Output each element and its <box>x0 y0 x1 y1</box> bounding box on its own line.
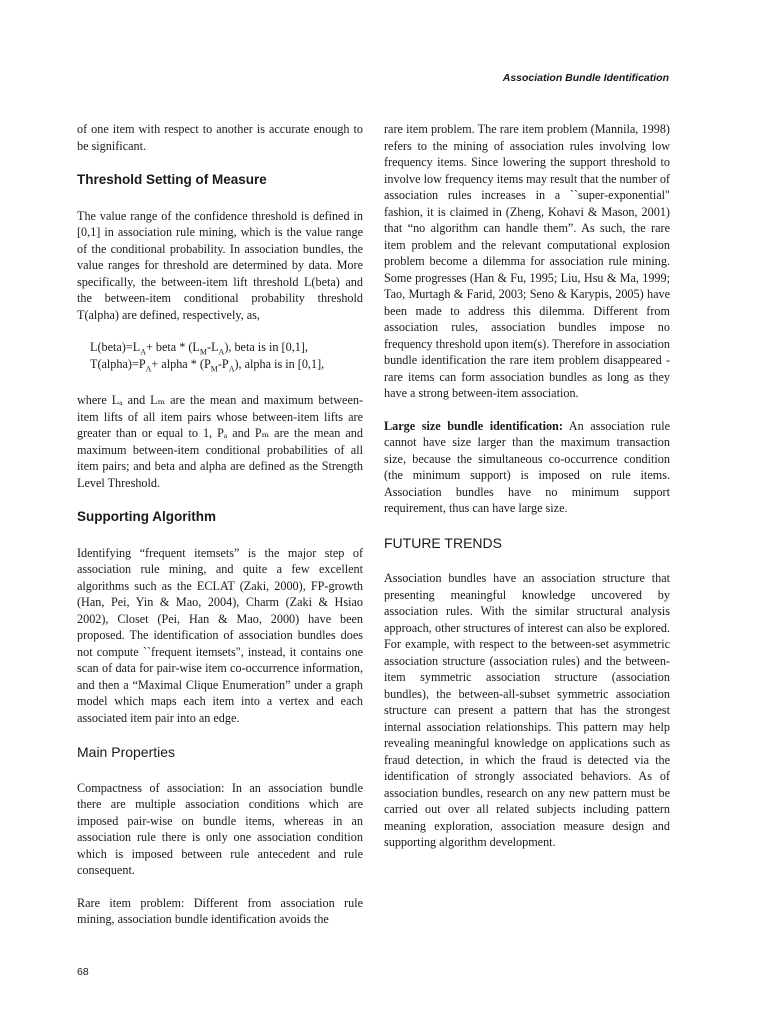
threshold-paragraph-1: The value range of the confidence threshold is defined in [0,1] in association rule mining, which is the value range of the conditional probability. In association bundles, the value ranges for threshold are determined by data. More specifically, the between-item lift threshold L(beta) and the between-item conditional probability threshold T(alpha) are defined, respectively, as, <box>77 208 363 322</box>
right-column <box>384 121 670 867</box>
rare-item-paragraph: rare item problem. The rare item problem (Mannila, 1998) refers to the mining of association rules involving low frequency items. Since lowering the support threshold to involve low frequency items may result that the number of association rules increases in a ``super-exponential" fashion, it is claimed in (Zheng, Kohavi & Mason, 2001) that “no algorithm can handle them”. As such, the rare item problem and the relevant computational explosion problem become a dilemma for association rule mining. Some progresses (Han & Fu, 1995; Liu, Hsu & Ma, 1999; Tao, Murtagh & Farid, 2003; Seno & Karypis, 2005) have been made to address this dilemma. Different from association rules, association bundles impose no frequency threshold upon item(s). Therefore in association bundle identification the rare item problem disappeared - rare items can form association bundles as long as they have a strong between-item association. <box>384 122 670 400</box>
large-size-body: An association rule cannot have size larger than the maximum transaction size, because the simultaneous co-occurrence condition (the minimum support) is imposed on rule items. Association bundles have no minimum support requirement, thus can have large size. <box>384 418 670 515</box>
future-trends-heading: FUTURE TRENDS <box>384 534 502 551</box>
algorithm-heading: Supporting Algorithm <box>77 509 216 524</box>
properties-paragraph-1: Compactness of association: In an association bundle there are multiple association conditions which are imposed pair-wise on bundle items, whereas in an association rule there is only one association condition which is imposed between rule antecedent and rule consequent. <box>77 780 363 877</box>
formula-block <box>90 339 363 372</box>
large-size-lead: Large size bundle identification: <box>384 418 563 433</box>
running-header-title: Association Bundle Identification <box>502 72 669 84</box>
algorithm-paragraph: Identifying “frequent itemsets” is the major step of association rule mining, and quite a few excellent algorithms such as the ECLAT (Zaki, 2000), FP-growth (Han, Pei, Yin & Mao, 2004), Charm (Zaki & Hsiao 2002), Closet (Pei, Han & Mao, 2000) have been proposed. The identification of association bundles does not compute ``frequent itemsets", instead, it contains one scan of data for pair-wise item co-occurrence information, and then a “Maximal Clique Enumeration” under a graph model which maps each item into a vertex and each associated item pair into an edge. <box>77 545 363 725</box>
formula-conditional: $T(alpha)=P_A+$ alpha * $(P_M-P_A)$, alpha is in [0,1], <box>90 356 325 373</box>
large-size-paragraph <box>384 418 670 517</box>
left-column <box>77 121 363 944</box>
threshold-paragraph-2: where Lₐ and Lₘ are the mean and maximum between-item lifts of all item pairs whose between-item lifts are greater than or equal to 1, Pₐ and Pₘ are the mean and maximum between-item conditional probabilities of all item pairs; and beta and alpha are defined as the Strength Level Threshold. <box>77 393 363 490</box>
future-trends-paragraph: Association bundles have an association structure that presenting meaningful knowledge uncovered by association rules. With the similar structural analysis approach, other structures of interest can also be explored. For example, with respect to the between-set asymmetric association structure (association rules) and the between-item symmetric association structure (association bundles), the between-all-subset symmetric association structure can present a pattern that has the strongest internal association relationships. This pattern may help revealing meaningful knowledge on applications such as fraud detection, in which the fraud is detected via the identification of strongly associated behaviors. As of association bundles, research on any new pattern must be carried out over all related subjects including pattern meaning exploration, association measure design and supporting algorithm development. <box>384 571 670 849</box>
intro-continuation: of one item with respect to another is accurate enough to be significant. <box>77 122 363 153</box>
threshold-heading: Threshold Setting of Measure <box>77 172 267 187</box>
page-number: 68 <box>77 966 89 978</box>
formula-lift: $L(beta)=L_A+$ beta * $(L_M-L_A)$, beta is in [0,1], <box>90 340 308 357</box>
properties-heading: Main Properties <box>77 744 176 760</box>
properties-paragraph-2: Rare item problem: Different from association rule mining, association bundle identification avoids the <box>77 895 363 926</box>
